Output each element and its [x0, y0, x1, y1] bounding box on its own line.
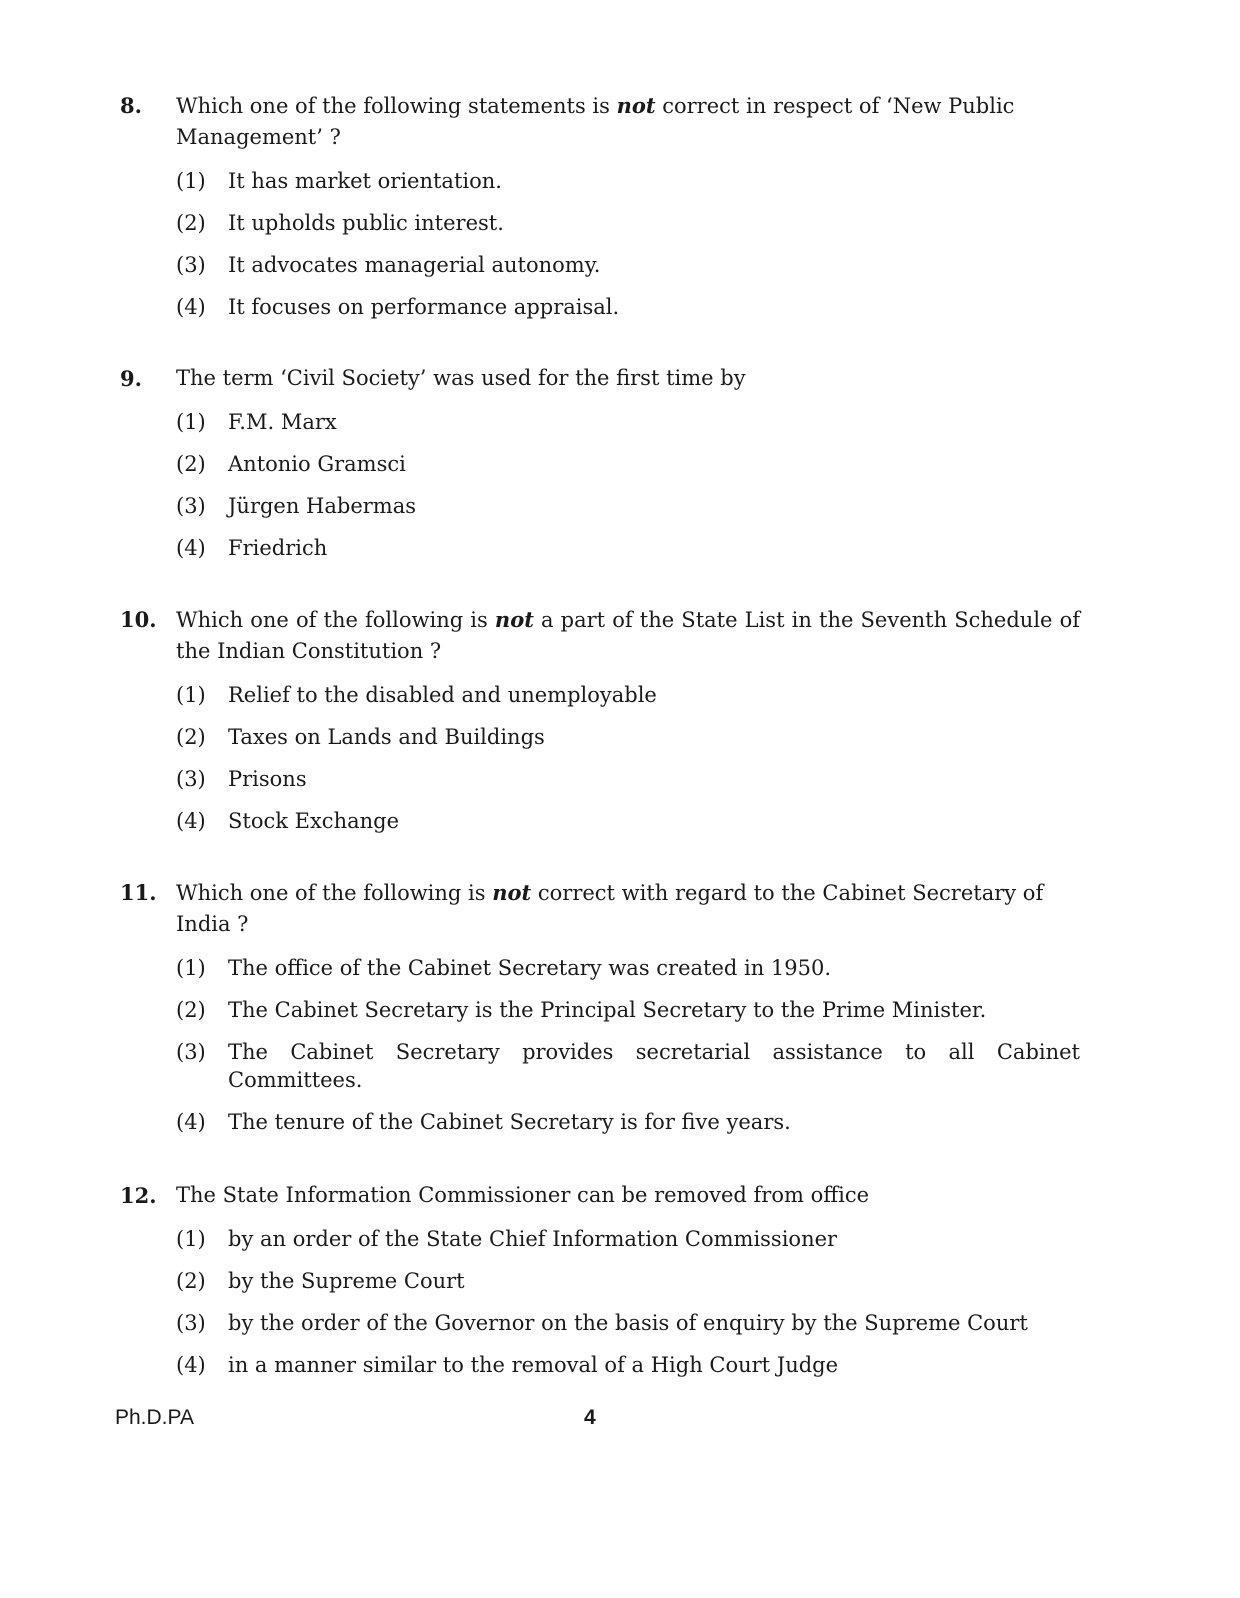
question-11: [120, 877, 1080, 1136]
option-1: (1) F.M. Marx: [176, 410, 337, 434]
option-4: (4) Stock Exchange: [176, 809, 400, 833]
option-4: (4) It focuses on performance appraisal.: [176, 295, 620, 319]
question-8: [120, 90, 1080, 321]
question-text: Which one of the following statements is not correct in respect of ‘New Public Management’ ?: [176, 93, 1015, 149]
option-1: (1) by an order of the State Chief Information Commissioner: [176, 1227, 838, 1251]
paper-code: Ph.D.PA: [115, 1406, 194, 1429]
option-2: (2) Taxes on Lands and Buildings: [176, 725, 545, 749]
option-1: (1) Relief to the disabled and unemployable: [176, 683, 657, 707]
question-10: [120, 604, 1080, 835]
option-3: (3) Jürgen Habermas: [176, 494, 417, 518]
question-text: The term ‘Civil Society’ was used for the first time by: [176, 366, 746, 390]
question-text: Which one of the following is not a part of the State List in the Seventh Schedule of the Indian Constitution ?: [176, 607, 1080, 663]
option-2: (2) It upholds public interest.: [176, 211, 504, 235]
question-12: [120, 1180, 1080, 1379]
question-number: 10.: [120, 607, 157, 632]
question-number: 11.: [120, 880, 157, 905]
emphasis-not: not: [494, 607, 534, 632]
option-3: (3) by the order of the Governor on the basis of enquiry by the Supreme Court: [176, 1311, 1028, 1335]
option-2: (2) Antonio Gramsci: [176, 452, 406, 476]
question-text: Which one of the following is not correct with regard to the Cabinet Secretary of India ?: [176, 880, 1044, 936]
option-2: (2) by the Supreme Court: [176, 1269, 465, 1293]
question-number: 8.: [120, 93, 142, 118]
question-text: The State Information Commissioner can be removed from office: [176, 1183, 870, 1207]
question-number: 12.: [120, 1183, 157, 1208]
option-2: (2) The Cabinet Secretary is the Principal Secretary to the Prime Minister.: [176, 998, 987, 1022]
option-3: (3) The Cabinet Secretary provides secretarial assistance to all Cabinet Committees.: [176, 1040, 1080, 1092]
option-4: (4) Friedrich: [176, 536, 328, 560]
option-3: (3) It advocates managerial autonomy.: [176, 253, 601, 277]
option-4: (4) The tenure of the Cabinet Secretary is for five years.: [176, 1110, 791, 1134]
option-4: (4) in a manner similar to the removal of a High Court Judge: [176, 1353, 839, 1377]
emphasis-not: not: [492, 880, 532, 905]
option-3: (3) Prisons: [176, 767, 307, 791]
question-9: [120, 363, 1080, 562]
emphasis-not: not: [616, 93, 656, 118]
option-1: (1) The office of the Cabinet Secretary was created in 1950.: [176, 956, 832, 980]
page-number: 4: [584, 1406, 596, 1429]
option-1: (1) It has market orientation.: [176, 169, 502, 193]
question-number: 9.: [120, 366, 142, 391]
